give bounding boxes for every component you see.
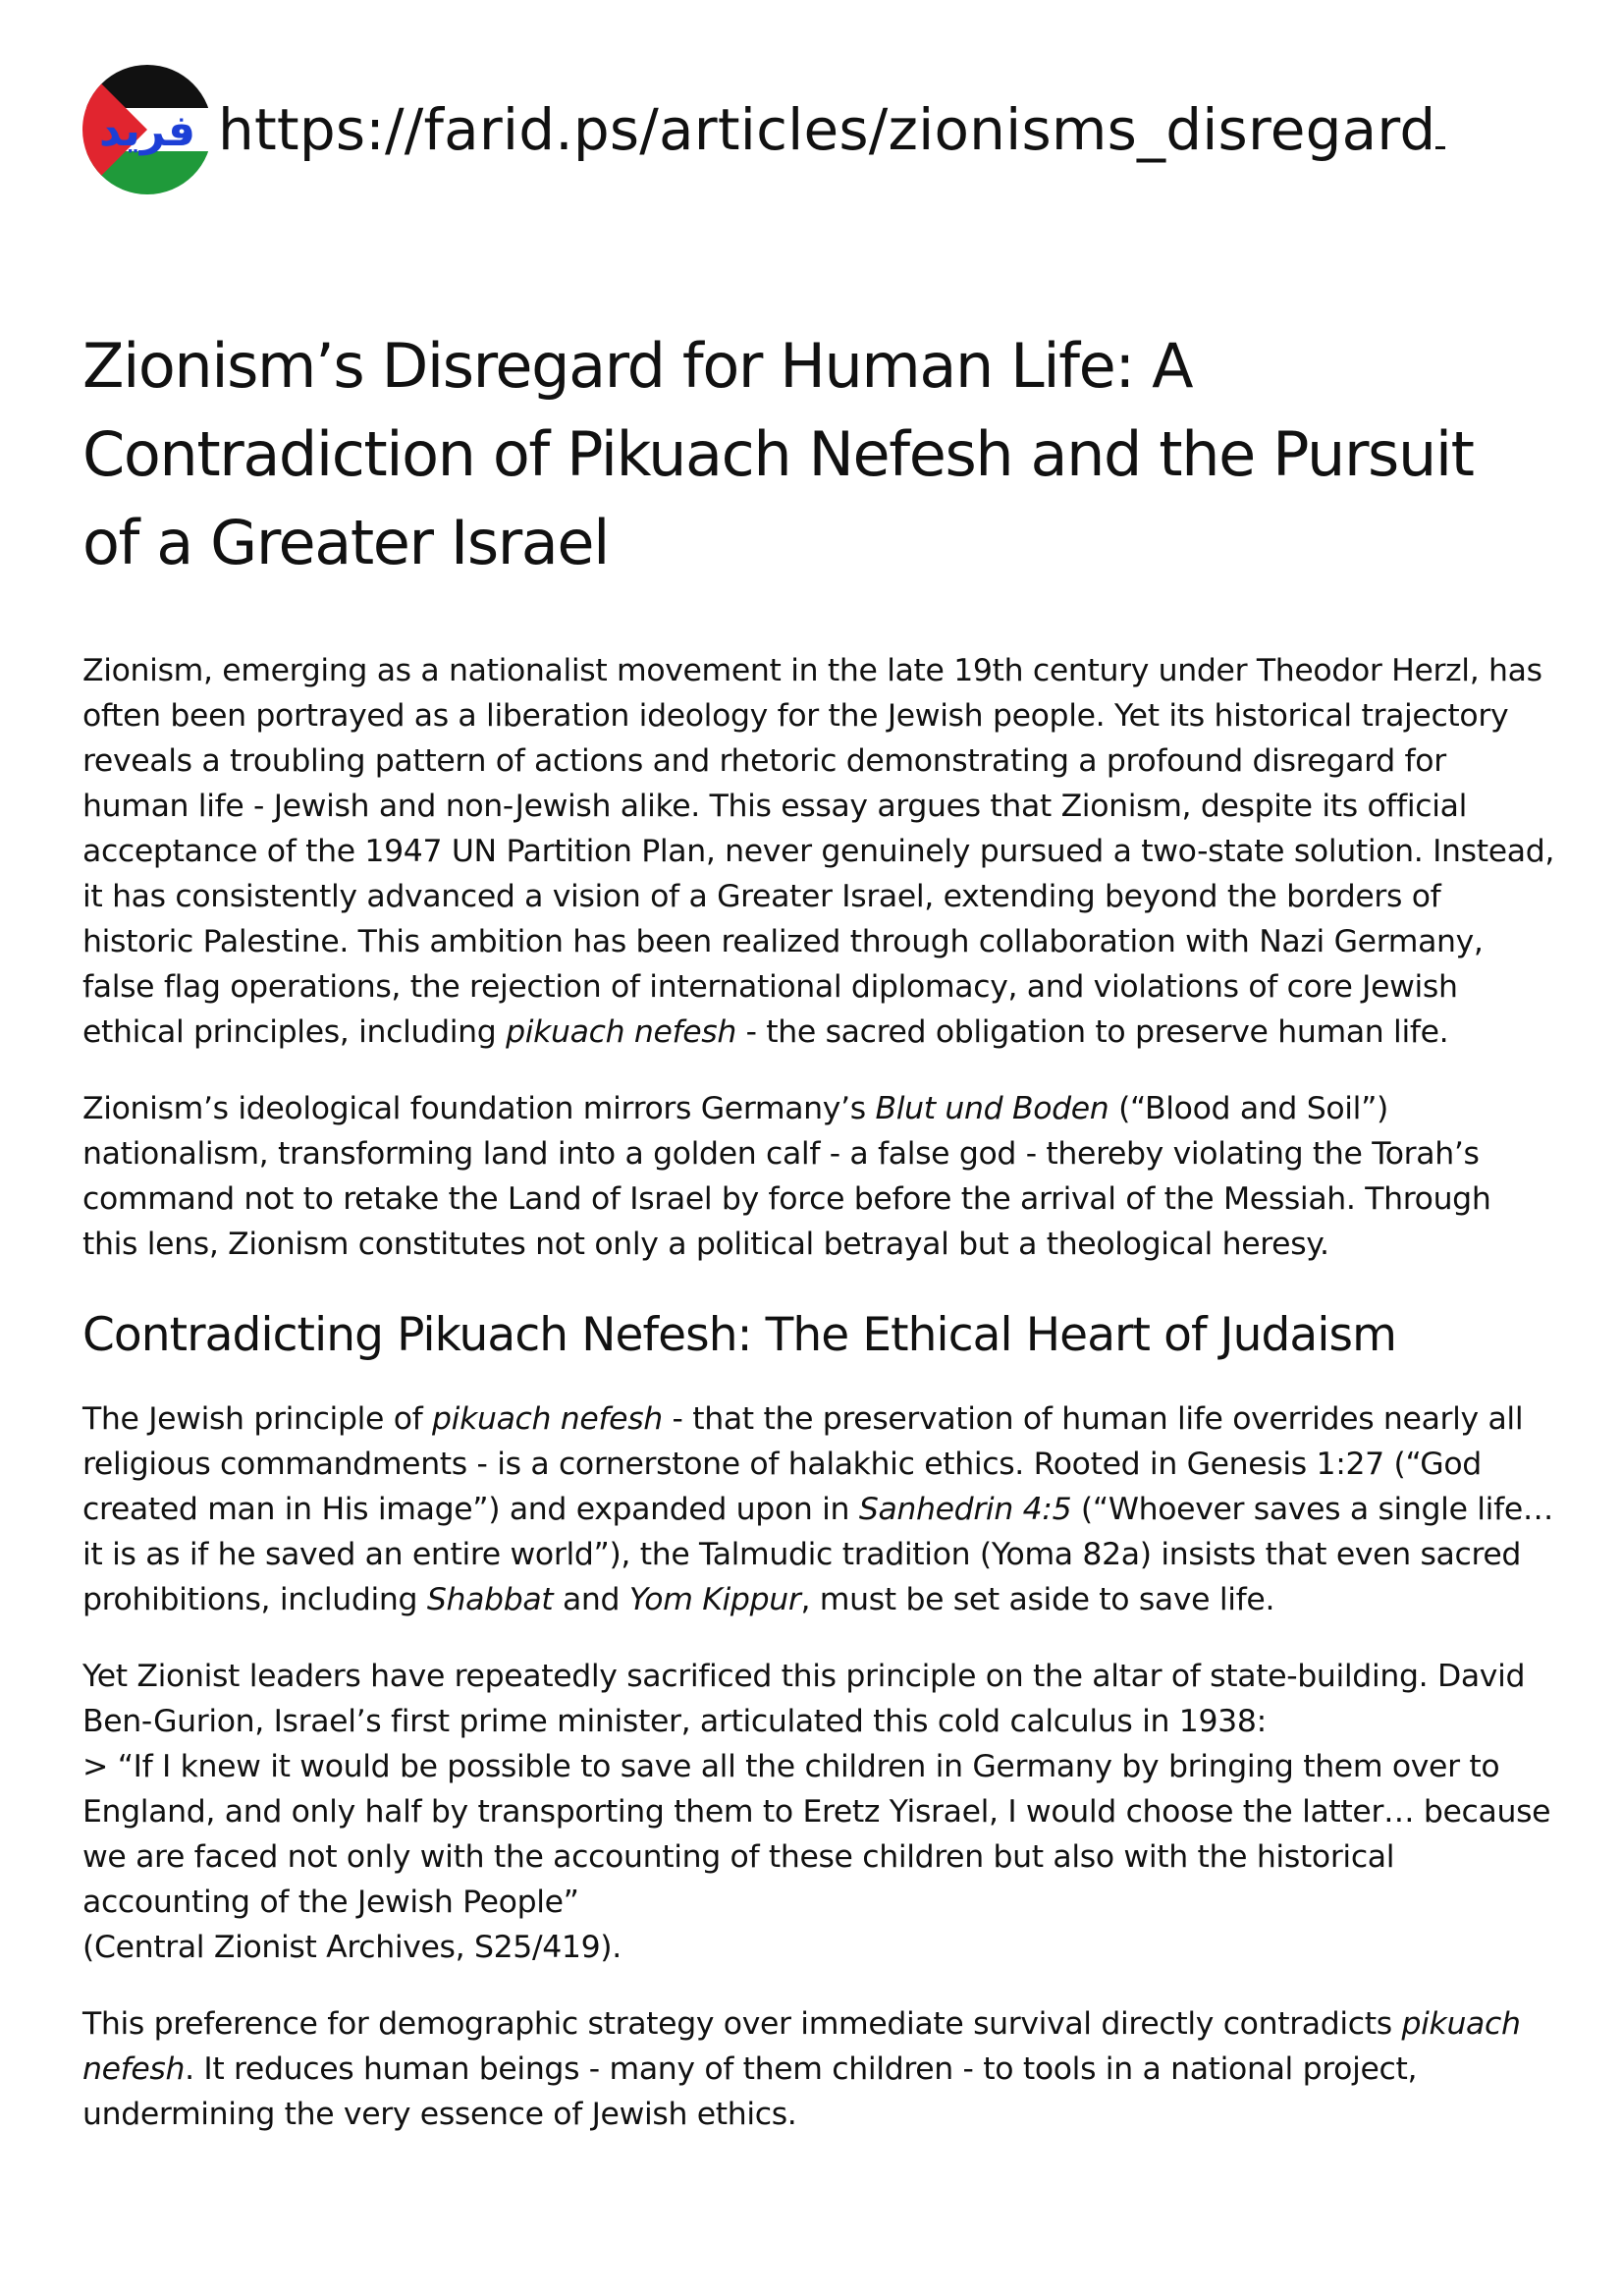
principle-paragraph	[82, 1396, 1555, 1622]
article-url[interactable]	[218, 96, 1445, 163]
quote-intro: Yet Zionist leaders have repeatedly sacrificed this principle on the altar of state-building. David Ben-Gurion, Israel’s first prime minister, articulated this cold calculus in 1938:	[82, 1659, 1526, 1739]
intro-text-1: Zionism, emerging as a nationalist movement in the late 19th century under Theodor Herzl, has often been portrayed as a liberation ideology for the Jewish people. Yet its historical trajectory reveals a troubling pattern of actions and rhetoric demonstrating a profound disregard for human life - Jewish and non-Jewish alike. This essay argues that Zionism, despite its official acceptance of the 1947 UN Partition Plan, never genuinely pursued a two-state solution. Instead, it has consistently advanced a vision of a Greater Israel, extending beyond the borders of historic Palestine. This ambition has been realized through collaboration with Nazi Germany, false flag operations, the rejection of international diplomacy, and violations of core Jewish ethical principles, including	[82, 653, 1555, 1050]
principle-text-4: and	[553, 1582, 629, 1617]
intro-emphasis: pikuach nefesh	[506, 1014, 736, 1050]
conclusion-emphasis: pikuach nefesh	[82, 2006, 1521, 2087]
ideology-text-1: Zionism’s ideological foundation mirrors Germany’s	[82, 1091, 876, 1126]
conclusion-text-2: . It reduces human beings - many of them children - to tools in a national project, undermining the very essence of Jewish ethics.	[82, 2051, 1418, 2132]
section-heading: Contradicting Pikuach Nefesh: The Ethical Heart of Judaism	[82, 1308, 1396, 1362]
principle-text-5: , must be set aside to save life.	[800, 1582, 1275, 1617]
principle-emphasis-4: Yom Kippur	[628, 1582, 801, 1617]
principle-text-2: - that the preservation of human life overrides nearly all religious commandments - is a cornerstone of halakhic ethics. Rooted in Genesis 1:27 (“God created man in His image”) and expanded upon in	[82, 1401, 1524, 1527]
palestine-flag-logo-icon	[82, 65, 212, 194]
intro-paragraph	[82, 648, 1555, 1055]
principle-emphasis-3: Shabbat	[426, 1582, 554, 1617]
quote-citation: (Central Zionist Archives, S25/419).	[82, 1930, 622, 1965]
article-title: Zionism’s Disregard for Human Life: A Contradiction of Pikuach Nefesh and the Pursuit of a Greater Israel	[82, 330, 1474, 578]
principle-emphasis-1: pikuach nefesh	[432, 1401, 663, 1437]
intro-text-2: - the sacred obligation to preserve human life.	[735, 1014, 1449, 1050]
conclusion-paragraph	[82, 2001, 1555, 2137]
principle-text-3: (“Whoever saves a single life… it is as if he saved an entire world”), the Talmudic tradition (Yoma 82a) insists that even sacred prohibitions, including	[82, 1492, 1554, 1617]
ideology-emphasis: Blut und Boden	[875, 1091, 1109, 1126]
url-truncation-mark	[1435, 103, 1445, 149]
ideology-paragraph	[82, 1086, 1555, 1267]
ideology-text-2: (“Blood and Soil”) nationalism, transforming land into a golden calf - a false god - thereby violating the Torah’s command not to retake the Land of Israel by force before the arrival of the Messiah. Through this lens, Zionism constitutes not only a political betrayal but a theological heresy.	[82, 1091, 1491, 1262]
logo-text: فريد	[98, 106, 196, 156]
conclusion-text-1: This preference for demographic strategy over immediate survival directly contradicts	[82, 2006, 1402, 2042]
quote-paragraph	[82, 1654, 1555, 1970]
ben-gurion-quote: > “If I knew it would be possible to save all the children in Germany by bringing them over to England, and only half by transporting them to Eretz Yisrael, I would choose the latter… because we are faced not only with the accounting of these children but also with the historical accounting of the Jewish People”	[82, 1749, 1551, 1920]
principle-text-1: The Jewish principle of	[82, 1401, 433, 1437]
site-logo[interactable]	[82, 65, 212, 194]
article-url-text[interactable]: https://farid.ps/articles/zionisms_disregard	[218, 96, 1436, 163]
document-page	[82, 61, 1555, 2168]
principle-emphasis-2: Sanhedrin 4:5	[858, 1492, 1072, 1527]
site-header	[82, 61, 1555, 198]
